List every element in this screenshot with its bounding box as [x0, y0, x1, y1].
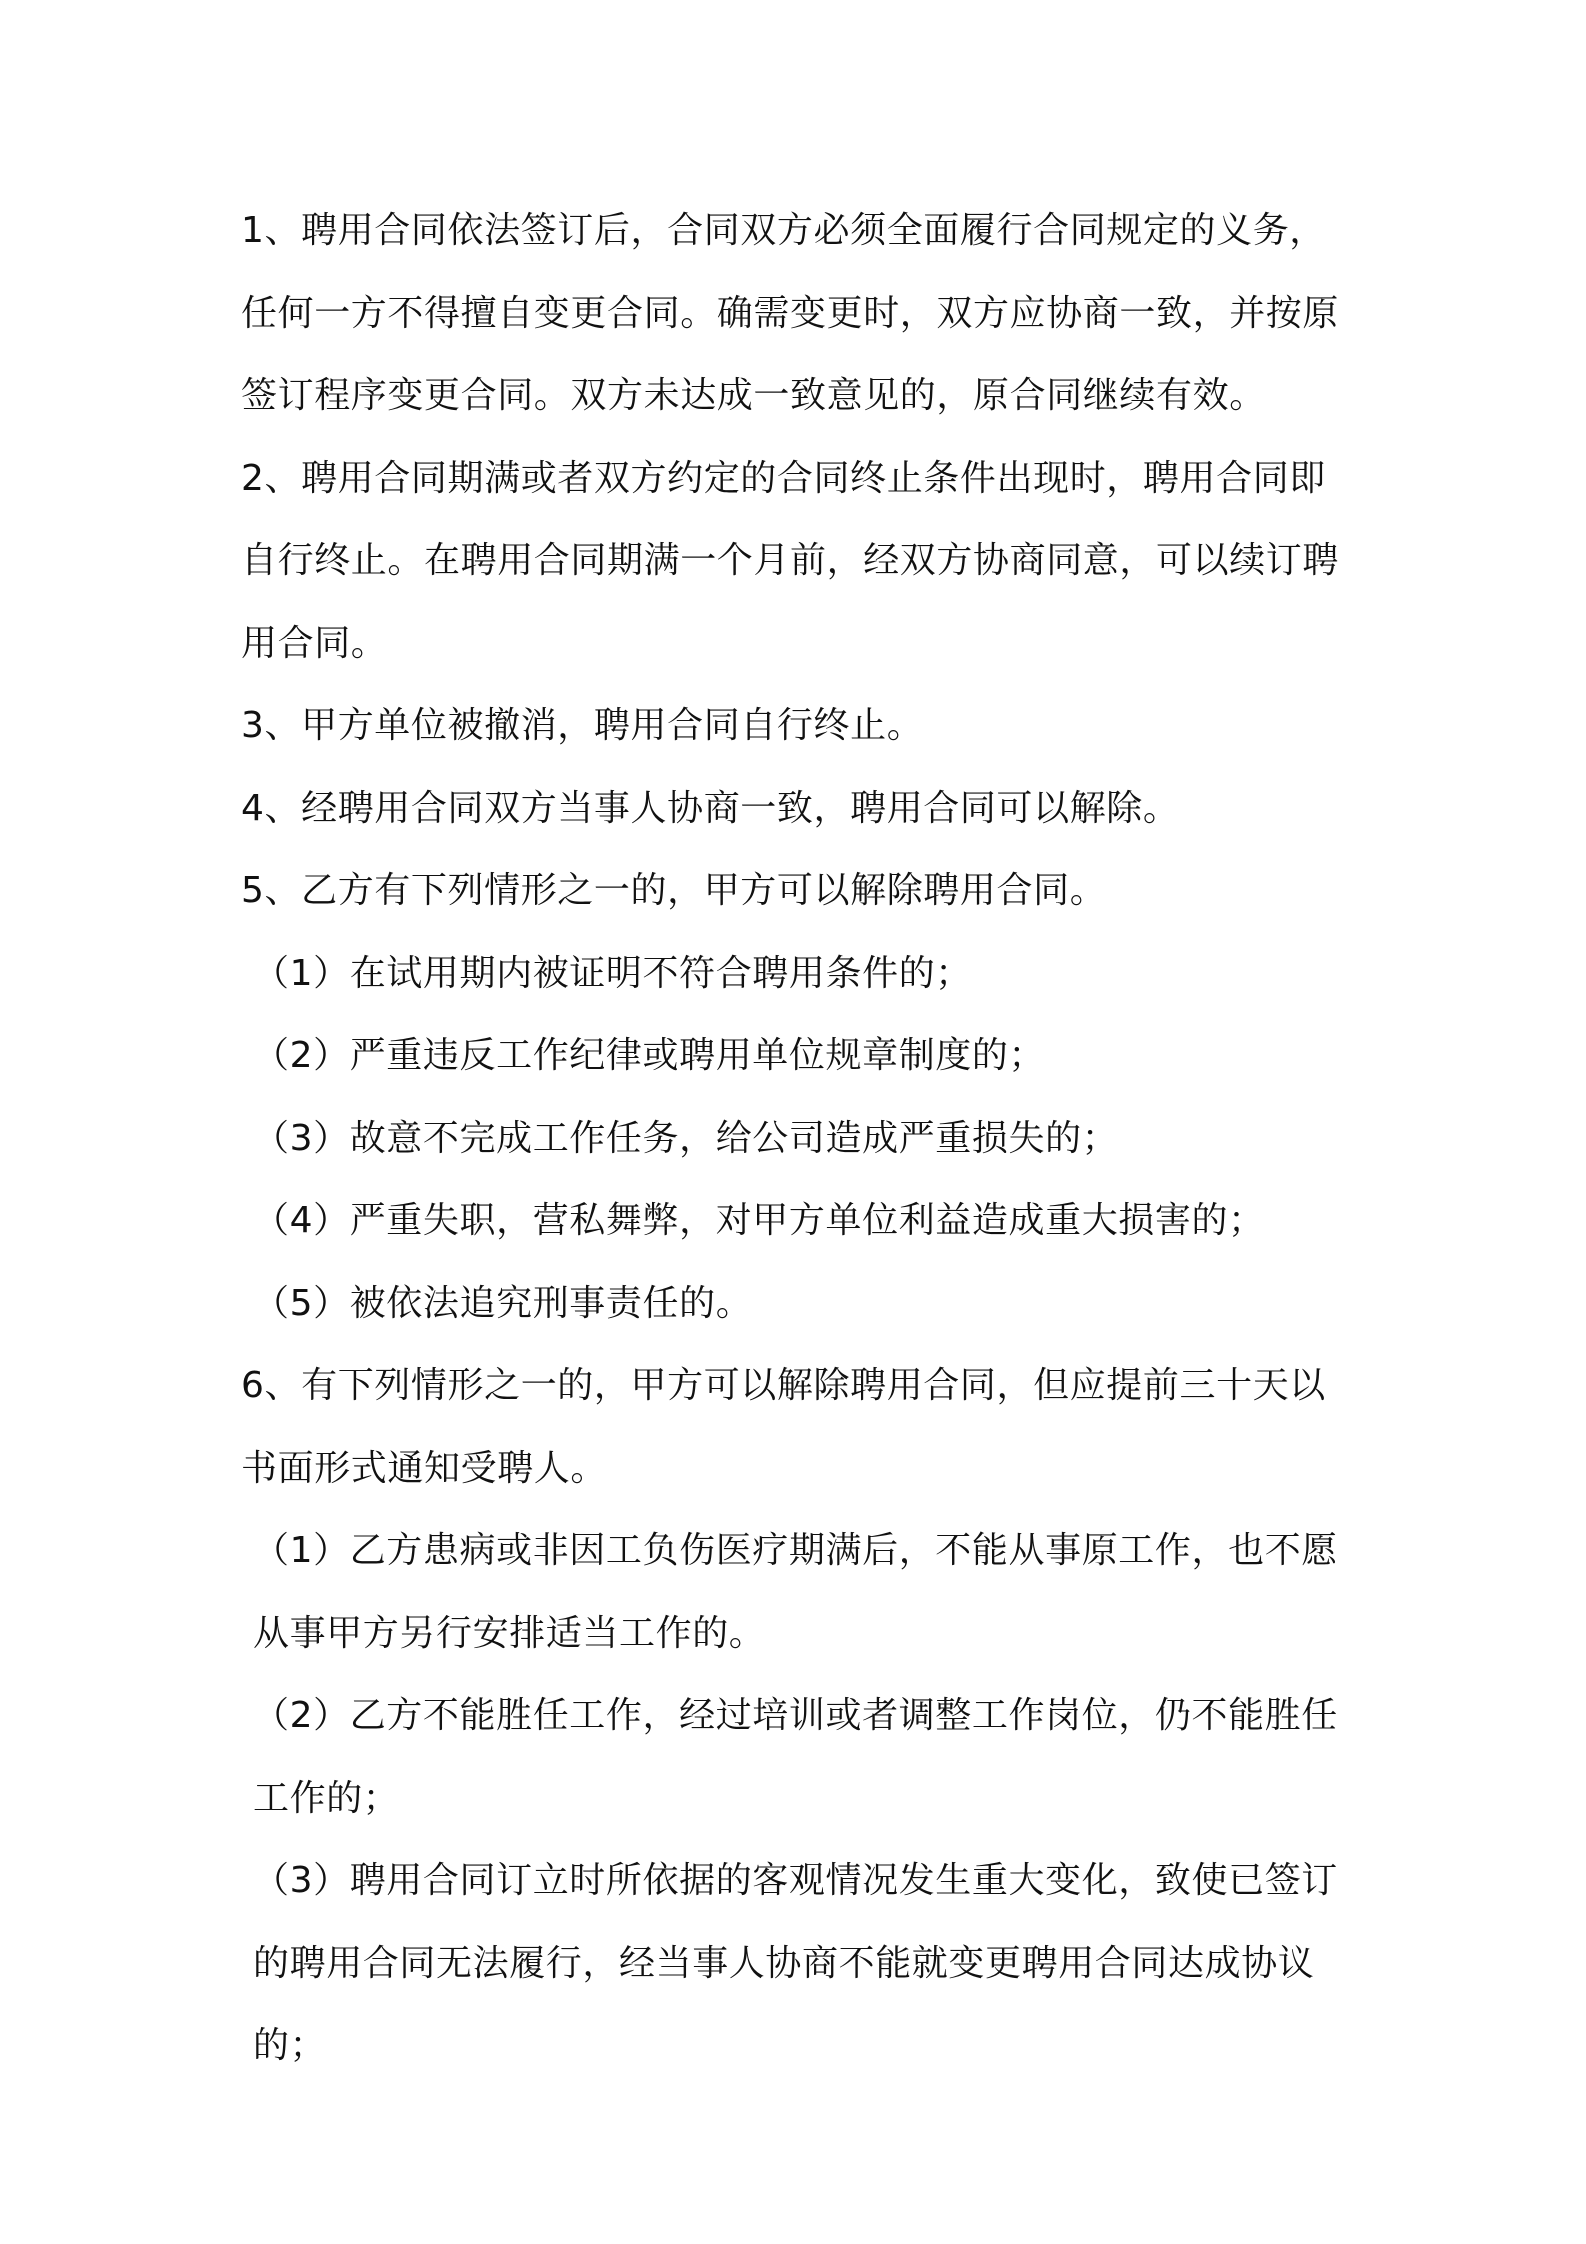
clause-3: 3、甲方单位被撤消，聘用合同自行终止。 [241, 705, 924, 746]
clause-5: 5、乙方有下列情形之一的，甲方可以解除聘用合同。 [241, 870, 1107, 911]
clause-5-item-4: （4）严重失职，营私舞弊，对甲方单位利益造成重大损害的； [253, 1200, 1265, 1241]
clause-5-item-3: （3）故意不完成工作任务，给公司造成严重损失的； [253, 1117, 1119, 1159]
clause-5-item-1: （1）在试用期内被证明不符合聘用条件的； [253, 952, 972, 994]
clause-4: 4、经聘用合同双方当事人协商一致，聘用合同可以解除。 [241, 787, 1180, 829]
clause-2: 2、聘用合同期满或者双方约定的合同终止条件出现时，聘用合同即自行终止。在聘用合同期满一个月前，经双方协商同意，可以续订聘用合同。 [241, 457, 1340, 664]
clause-6-item-1: （1）乙方患病或非因工负伤医疗期满后，不能从事原工作，也不愿从事甲方另行安排适当工作的。 [253, 1530, 1338, 1654]
clause-6-item-2: （2）乙方不能胜任工作，经过培训或者调整工作岗位，仍不能胜任工作的； [253, 1695, 1338, 1819]
document-body [241, 190, 1361, 2088]
clause-5-item-2: （2）严重违反工作纪律或聘用单位规章制度的； [253, 1035, 1046, 1076]
clause-6: 6、有下列情形之一的，甲方可以解除聘用合同，但应提前三十天以书面形式通知受聘人。 [241, 1365, 1326, 1489]
clause-6-item-3: （3）聘用合同订立时所依据的客观情况发生重大变化，致使已签订的聘用合同无法履行，经当事人协商不能就变更聘用合同达成协议的； [253, 1860, 1338, 2066]
clause-5-item-5: （5）被依法追究刑事责任的。 [253, 1282, 753, 1324]
clause-1: 1、聘用合同依法签订后，合同双方必须全面履行合同规定的义务，任何一方不得擅自变更合同。确需变更时，双方应协商一致，并按原签订程序变更合同。双方未达成一致意见的，原合同继续有效。 [241, 210, 1340, 416]
